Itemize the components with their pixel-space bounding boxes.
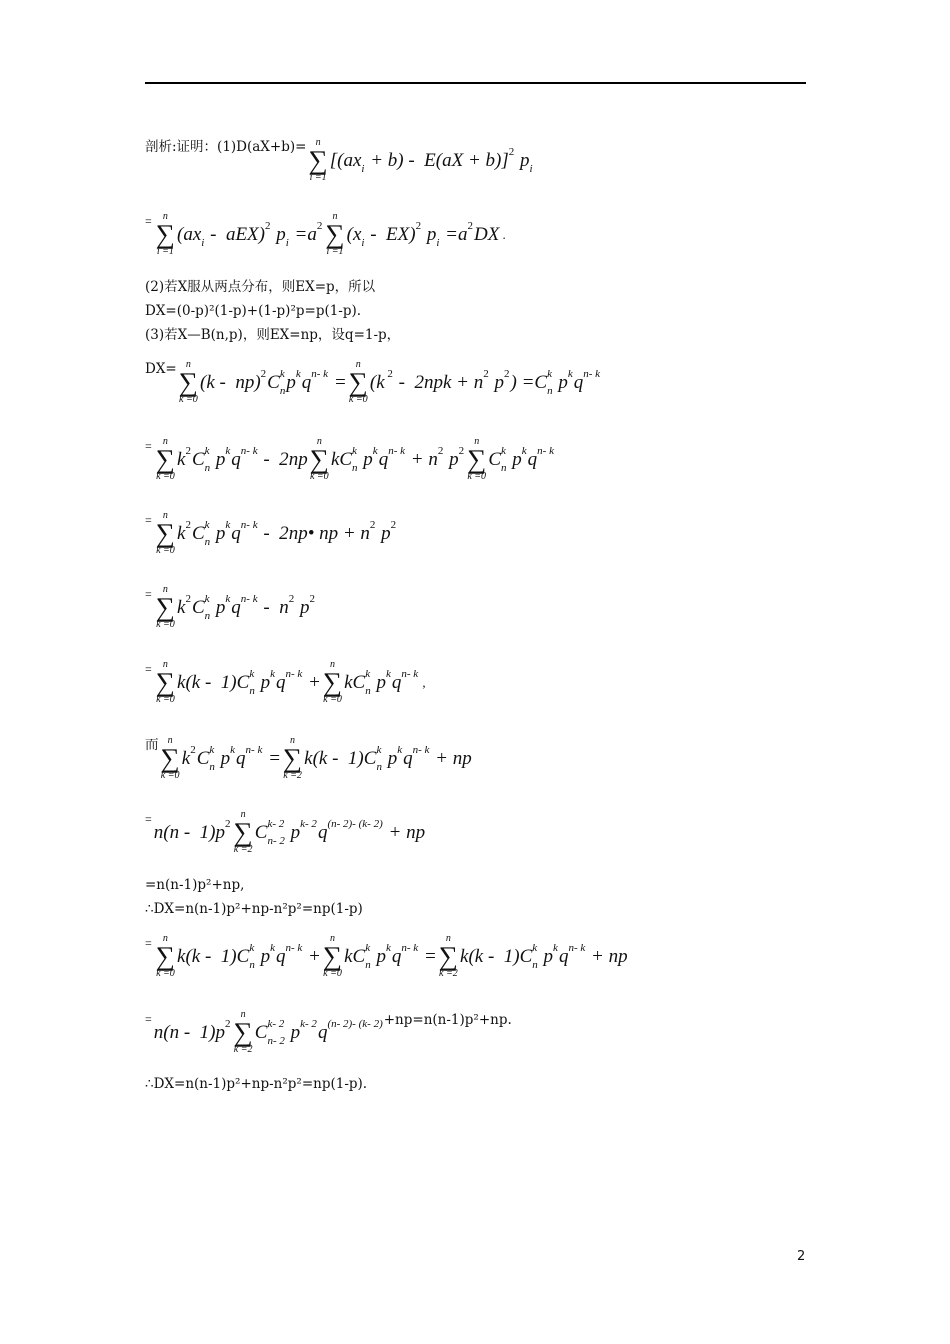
- sum-symbol: n ∑ k =2: [282, 735, 303, 781]
- proof-line-11: $^而$ n ∑ k =0 k 2 C k n p k q n- k = n ∑ k =2 k(k - 1)C k n p k q n- k + np: [145, 735, 472, 781]
- page-number: 2: [797, 1249, 806, 1264]
- proof-line-7: [145, 437, 555, 482]
- proof-line-8: [145, 511, 397, 556]
- text-line-5: (3)若X—B(n,p)，则EX=np，设q=1-p，: [145, 327, 401, 343]
- sum-symbol: n ∑ k =0: [160, 735, 180, 781]
- proof-line-9: [145, 585, 316, 630]
- proof-line-15: [145, 934, 628, 979]
- text-line-4: DX=(0-p)²(1-p)+(1-p)²p=p(1-p).: [145, 303, 362, 319]
- sum-symbol: n ∑ k =0: [309, 436, 329, 482]
- text-line-14: ∴DX=n(n-1)p²+np-n²p²=np(1-p): [145, 901, 363, 917]
- proof-line-16: [145, 1010, 512, 1055]
- proof-line-6: $^{DX=}$ n ∑ k =0 (k - np) 2 C k n p k q n- k = n ∑ k =0 (k 2 - 2npk + n 2 p 2 ) =C k n p k q n- k: [145, 359, 601, 405]
- proof-line-12: [145, 810, 425, 855]
- math-expression: = n(n - 1)p 2 n ∑ k =2 C k- 2 n- 2 p k- 2 q (n- 2)- (k- 2) +np=n(n-1)p²+np.: [145, 1009, 512, 1055]
- proof-line-10: [145, 660, 426, 705]
- sum-symbol: n ∑ k =0: [155, 436, 176, 482]
- text-line-13: =n(n-1)p²+np,: [145, 877, 245, 893]
- math-expression: n ∑ k =0 (k - np) 2 C k n p k q n- k = n ∑ k =0 (k 2 - 2npk + n 2 p 2 ) =C k n p k q n- k: [178, 359, 601, 405]
- sum-symbol: n ∑ k =0: [322, 659, 343, 705]
- text-line-17: ∴DX=n(n-1)p²+np-n²p²=np(1-p).: [145, 1076, 368, 1092]
- sum-symbol: n ∑ k =0: [467, 436, 487, 482]
- sum-symbol: n ∑ k =0: [155, 584, 176, 630]
- sum-symbol: n ∑ k =0: [178, 359, 198, 405]
- math-expression: = n(n - 1)p 2 n ∑ k =2 C k- 2 n- 2 p k- 2 q (n- 2)- (k- 2) + np: [145, 809, 426, 855]
- math-expression: = n ∑ k =0 k(k - 1)C k n p k q n- k + n ∑ k =0 kC k n p k q n- k ,: [145, 659, 426, 705]
- sum-symbol: n ∑ k =2: [233, 1009, 253, 1055]
- sum-symbol: n ∑ i =1: [308, 137, 328, 183]
- sum-symbol: n ∑ k =2: [233, 809, 253, 855]
- sum-symbol: n ∑ k =2: [438, 933, 458, 979]
- math-expression: = n ∑ k =0 k 2 C k n p k q n- k - 2np n ∑ k =0 kC k n p k q n- k + n 2 p 2 n ∑ k =0 C k n p k q n- k: [145, 436, 554, 482]
- sum-symbol: n ∑ i =1: [155, 211, 176, 257]
- proof-line-1: [145, 138, 534, 183]
- math-expression: n ∑ i =1 [(ax i + b) - E(aX + b)] 2 p i: [308, 137, 533, 183]
- proof-intro: 剖析:证明：(1)D(aX+b)=: [145, 139, 307, 155]
- header-rule: [145, 82, 806, 84]
- math-expression: n ∑ k =0 k 2 C k n p k q n- k = n ∑ k =2 k(k - 1)C k n p k q n- k + np: [160, 735, 472, 781]
- sum-symbol: n ∑ i =1: [325, 211, 345, 257]
- text-line-3: (2)若X服从两点分布，则EX=p，所以: [145, 279, 376, 295]
- sum-symbol: n ∑ k =0: [155, 659, 176, 705]
- sum-symbol: n ∑ k =0: [155, 510, 176, 556]
- math-expression: = n ∑ k =0 k(k - 1)C k n p k q n- k + n ∑ k =0 kC k n p k q n- k = n ∑ k =2 k(k - 1)C k n p k q n- k + np: [145, 933, 628, 979]
- sum-symbol: n ∑ k =0: [322, 933, 343, 979]
- math-expression: = n ∑ i =1 (ax i - aEX) 2 p i =a 2 n ∑ i =1 (x i - EX) 2 p i =a 2 DX .: [145, 211, 506, 257]
- math-expression: = n ∑ k =0 k 2 C k n p k q n- k - n 2 p 2: [145, 584, 315, 630]
- math-expression: = n ∑ k =0 k 2 C k n p k q n- k - 2np• np + n 2 p 2: [145, 510, 397, 556]
- sum-symbol: n ∑ k =0: [155, 933, 176, 979]
- proof-line-2: [145, 212, 506, 257]
- sum-symbol: n ∑ k =0: [348, 359, 368, 405]
